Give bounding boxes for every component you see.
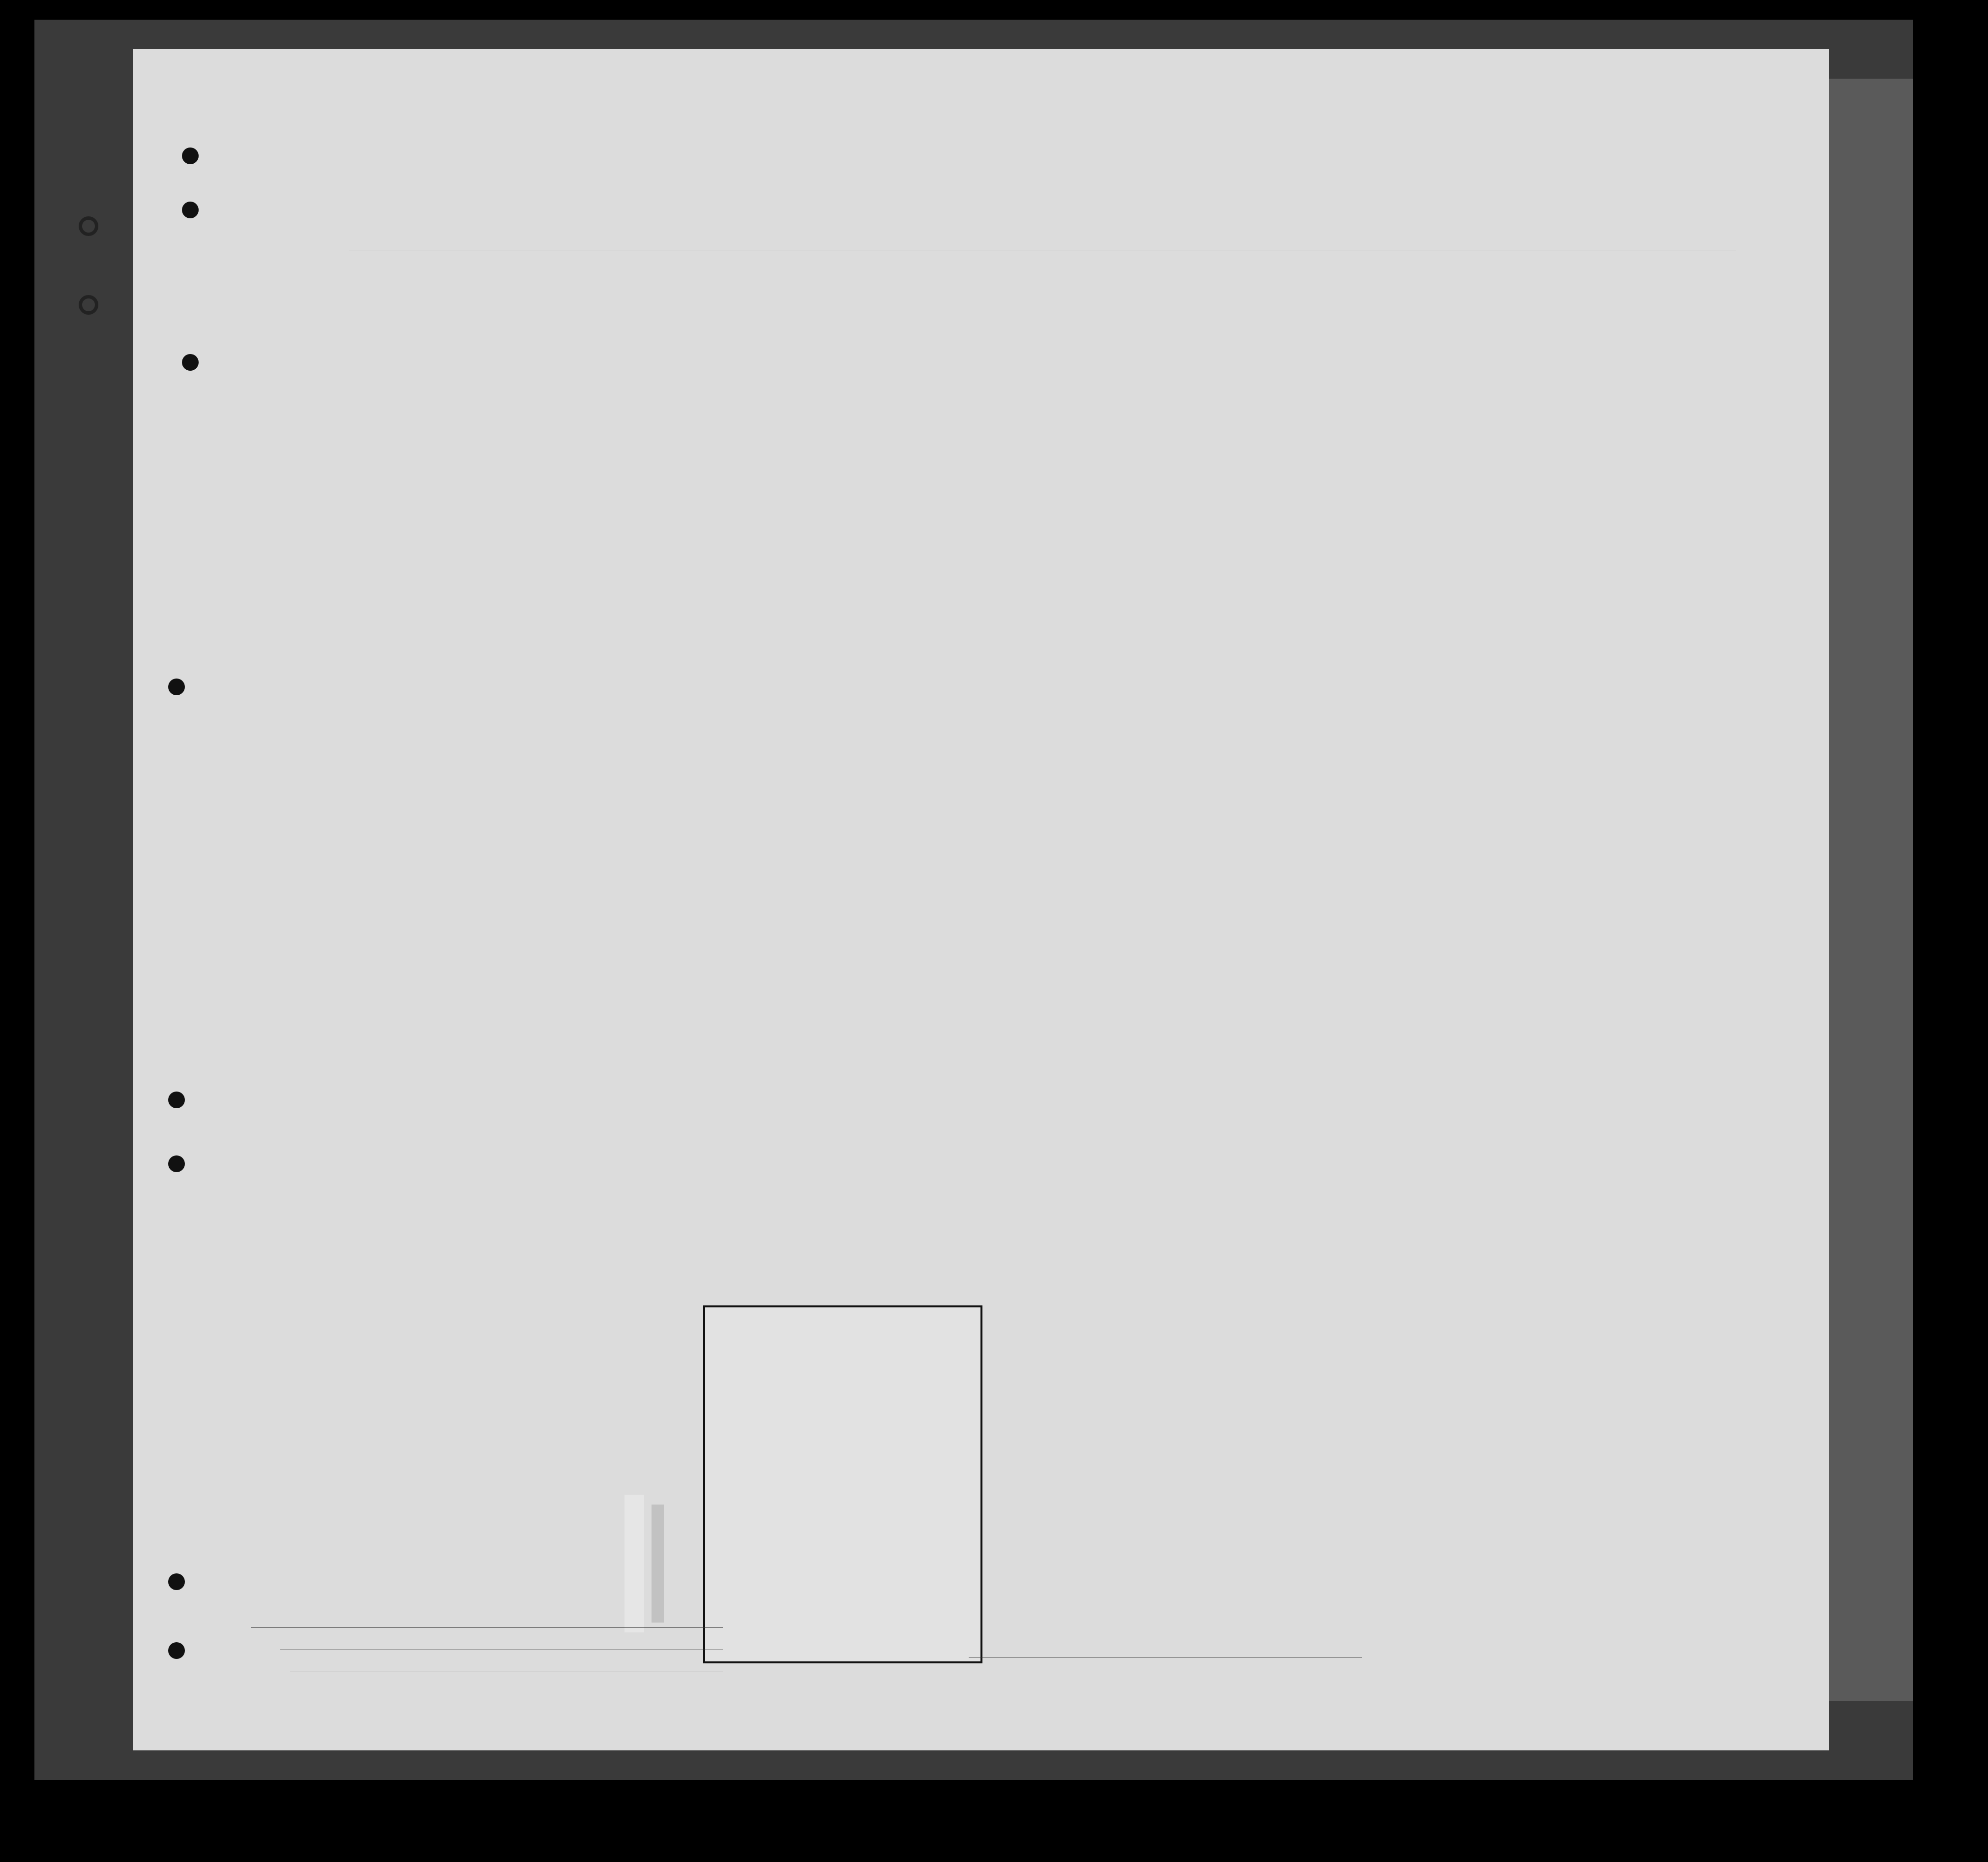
binder-hole <box>168 1092 185 1108</box>
manifest-sheet <box>133 49 1829 1750</box>
binder-hole <box>168 1155 185 1172</box>
binder-hole <box>168 1642 185 1659</box>
visa-stamp <box>703 1305 982 1663</box>
binder-hole <box>168 1573 185 1590</box>
binder-hole <box>182 202 199 218</box>
binder-ring <box>79 216 98 236</box>
binder-hole <box>182 148 199 164</box>
document-backing-edge <box>1819 79 1913 1701</box>
binder-hole <box>168 679 185 695</box>
binder-hole <box>182 354 199 371</box>
line-underline <box>251 1627 723 1628</box>
binder-ring <box>79 295 98 315</box>
